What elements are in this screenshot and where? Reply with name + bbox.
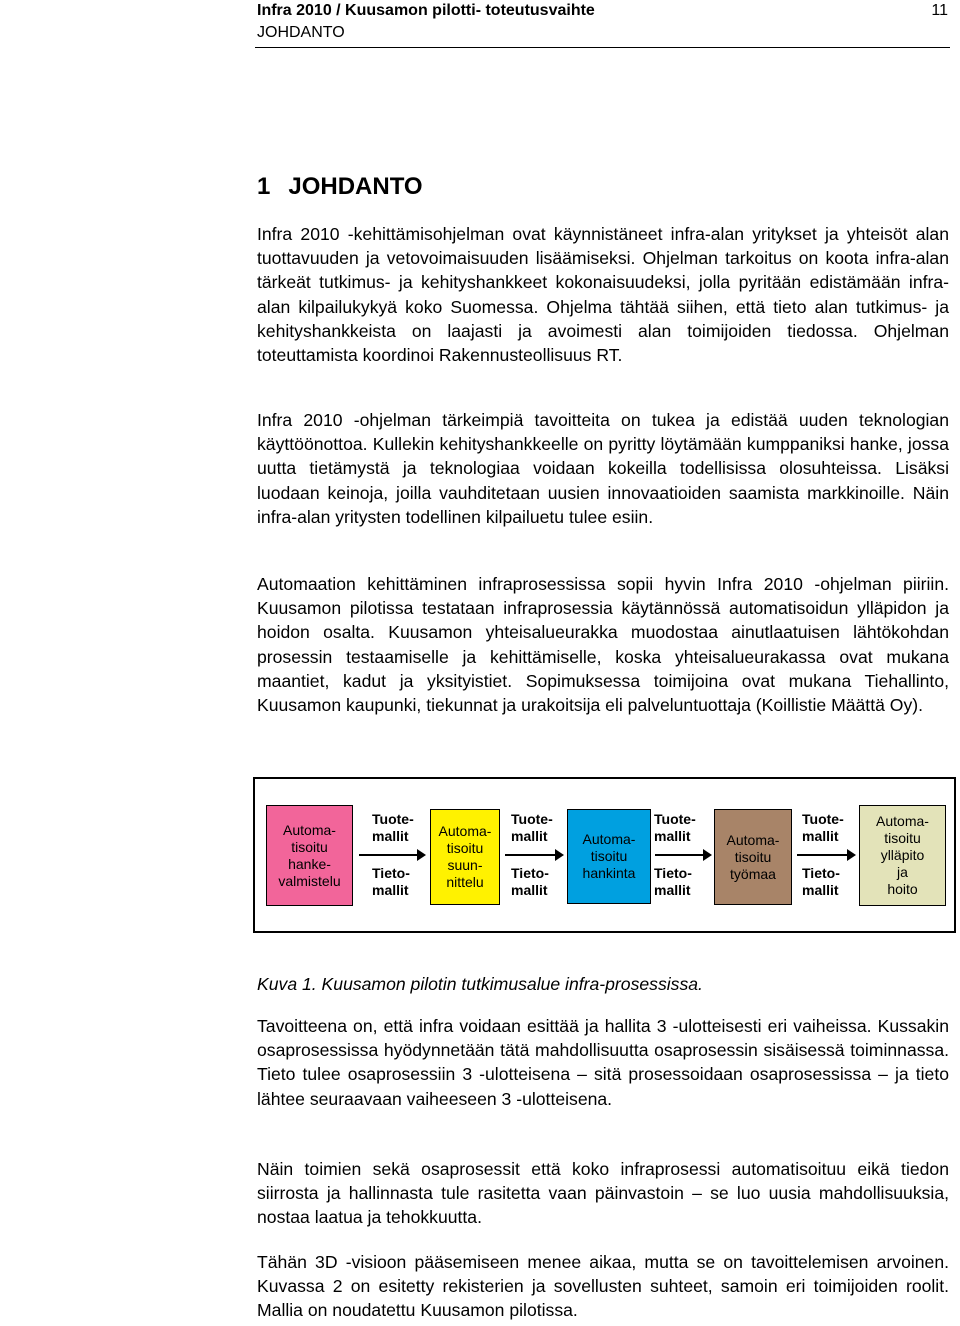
running-header-title: Infra 2010 / Kuusamon pilotti- toteutusvaihte <box>257 2 595 19</box>
info-model-label: Tieto- mallit <box>654 865 692 898</box>
product-model-label: Tuote- mallit <box>654 811 696 844</box>
product-model-label: Tuote- mallit <box>802 811 844 844</box>
arrow-right-icon <box>795 845 857 865</box>
paragraph-3d-goal: Tavoitteena on, että infra voidaan esittää ja hallita 3 -ulotteisesti eri vaiheissa. Kussakin osaprosessissa hyödynnetään tätä mahdollisuutta osaprosessin sisäisessä toiminnassa. Tieto tulee osaprosessiin 3 -ulotteisena – sitä prosessoidaan osaprosessissa – ja tieto lähtee seuraavaan vaiheeseen 3 -ulotteisena. <box>257 1016 949 1109</box>
arrow-right-icon <box>503 845 565 865</box>
product-model-label: Tuote- mallit <box>372 811 414 844</box>
figure-caption: Kuva 1. Kuusamon pilotin tutkimusalue infra-prosessissa. <box>257 974 703 994</box>
product-model-label: Tuote- mallit <box>511 811 553 844</box>
section-title: JOHDANTO <box>288 173 423 200</box>
paragraph-goals: Infra 2010 -ohjelman tärkeimpiä tavoitteita on tukea ja edistää uuden teknologian käyttöönottoa. Kullekin kehityshankkeelle on pyritty löytämään kumppaniksi hanke, jossa uutta tietämystä ja teknologiaa voidaan kokeilla todellisissa olosuhteissa. Lisäksi luodaan keinoja, joilla vauhditetaan uusien innovaatioiden saamista markkinoille. Näin infra-alan yritysten todellinen kilpailuetu tulee esiin. <box>257 410 949 527</box>
process-box-construction: Automa- tisoitu työmaa <box>714 809 792 905</box>
process-box-design: Automa- tisoitu suun- nittelu <box>430 809 500 905</box>
paragraph-benefits: Näin toimien sekä osaprosessit että koko infraprosessi automatisoituu eikä tiedon siirrosta ja hallinnasta tule rasitetta vaan päinvastoin – se luo uusia mahdollisuuksia, nostaa laatua ja tehokkuutta. <box>257 1159 949 1228</box>
info-model-label: Tieto- mallit <box>511 865 549 898</box>
header-divider <box>255 47 950 48</box>
process-box-procurement: Automa- tisoitu hankinta <box>567 809 651 904</box>
arrow-right-icon <box>357 845 427 865</box>
running-header-subtitle: JOHDANTO <box>257 24 345 41</box>
process-box-preparation: Automa- tisoitu hanke- valmistelu <box>266 805 353 906</box>
process-figure <box>253 777 956 933</box>
section-heading <box>257 173 423 201</box>
paragraph-automation: Automaation kehittäminen infraprosessissa sopii hyvin Infra 2010 -ohjelman piiriin. Kuusamon pilotissa testataan infraprosessia käytännössä automatisoidun ylläpidon ja hoidon osalta. Kuusamon yhteisalueurakka muodostaa ainutlaatuisen lähtökohdan prosessin testaamiselle ja kehittämiselle, koska yhteisalueurakassa ovat mukana maantiet, kadut ja yksityistiet. Sopimuksessa toimijoina ovat mukana Tiehallinto, Kuusamon kaupunki, tiekunnat ja urakoitsija eli palveluntuottaja (Koillistie Määttä Oy). <box>257 574 949 716</box>
section-number: 1 <box>257 173 271 200</box>
arrow-right-icon <box>653 845 713 865</box>
info-model-label: Tieto- mallit <box>802 865 840 898</box>
info-model-label: Tieto- mallit <box>372 865 410 898</box>
process-box-maintenance: Automa- tisoitu ylläpito ja hoito <box>859 805 946 906</box>
page-number: 11 <box>931 2 948 19</box>
paragraph-intro: Infra 2010 -kehittämisohjelman ovat käynnistäneet infra-alan yritykset ja yhteisöt alan tuottavuuden ja vetovoimaisuuden lisäämiseksi. Ohjelman tarkoitus on koota infra-alan tärkeät tutkimus- ja kehityshankkeet kokonaisuudeksi, jolla pyritään edistämään infra-alan kilpailukykyä koko Suomessa. Ohjelma tähtää siihen, että tieto alan tutkimus- ja kehityshankkeista on laajasti ja avoimesti alan toimijoiden tiedossa. Ohjelman toteuttamista koordinoi Rakennusteollisuus RT. <box>257 224 949 366</box>
paragraph-vision: Tähän 3D -visioon pääsemiseen menee aikaa, mutta se on tavoittelemisen arvoinen. Kuvassa 2 on esitetty rekisterien ja sovellusten suhteet, samoin eri toimijoiden roolit. Mallia on noudatettu Kuusamon pilotissa. <box>257 1252 949 1321</box>
